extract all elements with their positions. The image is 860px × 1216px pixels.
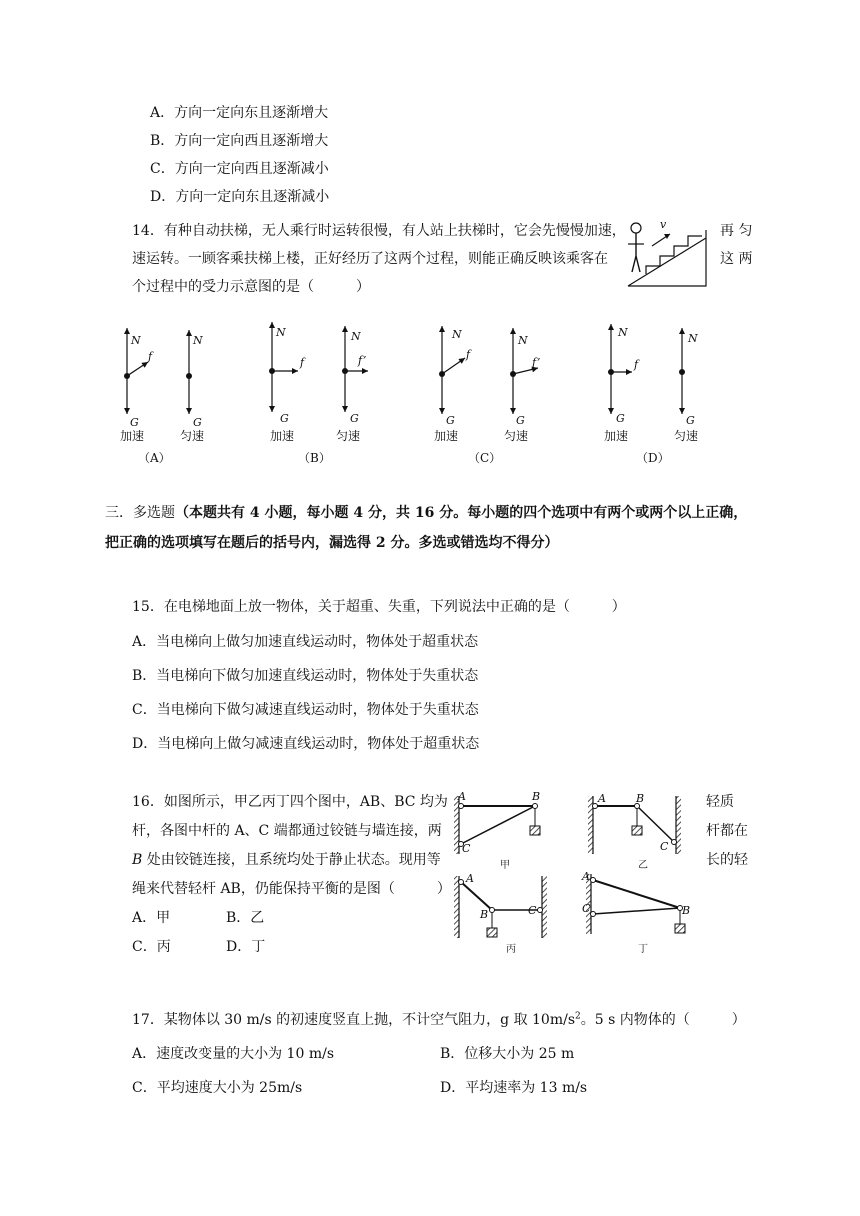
q17-stem: 17．某物体以 30 m/s 的初速度竖直上抛，不计空气阻力，g 取 $10m/s^2$。5 s 内物体的（ ） [132, 1011, 746, 1028]
q13-option-d: D．方向一定向东且逐渐减小 [150, 189, 330, 205]
svg-text:f: f [148, 350, 153, 363]
q16-stem-line3-end: 长的轻 [706, 852, 748, 868]
svg-text:G: G [446, 414, 455, 427]
svg-text:甲: 甲 [500, 860, 510, 871]
q17-option-d: D．平均速率为 13 m/s [440, 1080, 588, 1096]
diagram-d-accel [604, 324, 640, 443]
svg-text:匀速: 匀速 [336, 429, 361, 443]
diagram-a-uniform [180, 330, 204, 443]
svg-text:匀速: 匀速 [504, 429, 529, 443]
diagram-c-accel [434, 326, 472, 443]
q14-stem-line3: 个过程中的受力示意图的是（ ） [132, 279, 370, 295]
svg-text:匀速: 匀速 [674, 429, 699, 443]
q16-figures [452, 790, 702, 958]
q14-stem-line1: 14．有种自动扶梯，无人乘行时运转很慢，有人站上扶梯时，它会先慢慢加速， [132, 223, 626, 239]
q16-option-d: D．丁 [226, 939, 266, 955]
svg-text:加速: 加速 [434, 429, 459, 443]
q16-stem-line2: 杆，各图中杆的 A、C 端都通过铰链与墙连接，两 [132, 823, 442, 839]
q16-option-c: C．丙 [132, 939, 171, 955]
q15-stem: 15．在电梯地面上放一物体，关于超重、失重，下列说法中正确的是（ ） [132, 599, 626, 615]
svg-text:B: B [636, 792, 645, 805]
svg-text:G: G [616, 412, 625, 425]
figure-yi [588, 792, 681, 871]
q14-stem-line1-end: 再 匀 [720, 223, 753, 239]
svg-text:G: G [350, 412, 359, 425]
svg-text:A: A [582, 870, 590, 883]
q16-stem-line1: 16．如图所示，甲乙丙丁四个图中，AB、BC 均为 [132, 794, 448, 810]
q16-stem-line4: 绳来代替轻杆 AB，仍能保持平衡的是图（ ） [132, 881, 451, 897]
svg-text:A: A [598, 792, 606, 805]
q17-option-a: A．速度改变量的大小为 10 m/s [132, 1046, 335, 1062]
q15-option-d: D．当电梯向上做匀减速直线运动时，物体处于超重状态 [132, 736, 480, 752]
choice-c-label: （C） [468, 451, 502, 465]
svg-text:B: B [480, 908, 489, 921]
svg-text:G: G [280, 412, 289, 425]
svg-text:f: f [634, 358, 639, 371]
svg-text:N: N [518, 334, 528, 347]
section3-heading-line2: 把正确的选项填写在题后的括号内，漏选得 2 分。多选或错选均不得分） [105, 535, 559, 551]
svg-text:G: G [516, 414, 525, 427]
diagram-c-uniform [504, 328, 540, 443]
svg-text:C: C [462, 842, 471, 855]
figure-ding [581, 870, 690, 955]
q16-stem-line1-end: 轻质 [706, 794, 734, 810]
figure-bing [454, 872, 547, 955]
svg-text:加速: 加速 [120, 429, 145, 443]
svg-text:f’: f’ [532, 356, 541, 369]
q15-option-b: B．当电梯向下做匀加速直线运动时，物体处于失重状态 [132, 668, 479, 684]
svg-text:A: A [458, 790, 466, 803]
q13-option-a: A．方向一定向东且逐渐增大 [150, 105, 329, 121]
q17-option-b: B．位移大小为 25 m [440, 1046, 575, 1062]
diagram-b-uniform [336, 326, 368, 443]
svg-text:C: C [582, 902, 591, 915]
svg-text:B: B [682, 904, 691, 917]
svg-text:N: N [276, 326, 286, 339]
svg-text:f: f [300, 356, 305, 369]
diagram-b-accel [269, 322, 306, 443]
choice-b-label: （B） [298, 451, 331, 465]
svg-text:A: A [466, 872, 474, 885]
svg-text:G: G [130, 416, 139, 429]
svg-text:N: N [193, 334, 203, 347]
svg-text:加速: 加速 [604, 429, 629, 443]
figure-jia [454, 790, 540, 871]
q15-option-a: A．当电梯向上做匀加速直线运动时，物体处于超重状态 [132, 634, 479, 650]
choice-d-label: （D） [636, 451, 670, 465]
svg-text:f: f [466, 348, 471, 361]
q13-option-b: B．方向一定向西且逐渐增大 [150, 133, 329, 149]
svg-text:丙: 丙 [506, 944, 516, 955]
q13-option-c: C．方向一定向西且逐渐减小 [150, 161, 329, 177]
svg-text:N: N [688, 332, 698, 345]
q14-force-diagrams [100, 316, 740, 476]
svg-text:f’: f’ [358, 354, 367, 367]
svg-text:N: N [452, 328, 462, 341]
svg-text:加速: 加速 [270, 429, 295, 443]
escalator-velocity-label: v [660, 218, 667, 231]
svg-text:G: G [193, 416, 202, 429]
svg-text:B: B [532, 790, 541, 803]
choice-a-label: （A） [138, 451, 171, 465]
diagram-a-accel [120, 328, 154, 443]
svg-text:N: N [618, 326, 628, 339]
svg-text:C: C [660, 840, 669, 853]
q16-stem-line2-end: 杆都在 [706, 823, 748, 839]
q16-option-b: B．乙 [226, 910, 265, 926]
diagram-d-uniform [674, 328, 698, 443]
q15-option-c: C．当电梯向下做匀减速直线运动时，物体处于失重状态 [132, 702, 479, 718]
q16-stem-line3: B 处由铰链连接，且系统均处于静止状态。现用等 [132, 852, 441, 868]
q17-option-c: C．平均速度大小为 25m/s [132, 1080, 303, 1096]
q16-option-a: A．甲 [132, 910, 171, 926]
q14-stem-line2: 速运转。一顾客乘扶梯上楼，正好经历了这两个过程，则能正确反映该乘客在 [132, 251, 608, 267]
svg-text:C: C [528, 904, 537, 917]
svg-text:乙: 乙 [638, 860, 648, 871]
q14-stem-line2-end: 这 两 [720, 251, 753, 267]
svg-text:N: N [131, 334, 141, 347]
svg-text:G: G [686, 414, 695, 427]
section3-heading-line1: 三．多选题（本题共有 4 小题，每小题 4 分，共 16 分。每小题的四个选项中有两个或两个以上正确， [105, 505, 748, 521]
escalator-figure [624, 210, 712, 290]
svg-text:N: N [351, 330, 361, 343]
svg-text:匀速: 匀速 [180, 429, 205, 443]
svg-text:丁: 丁 [638, 944, 648, 955]
